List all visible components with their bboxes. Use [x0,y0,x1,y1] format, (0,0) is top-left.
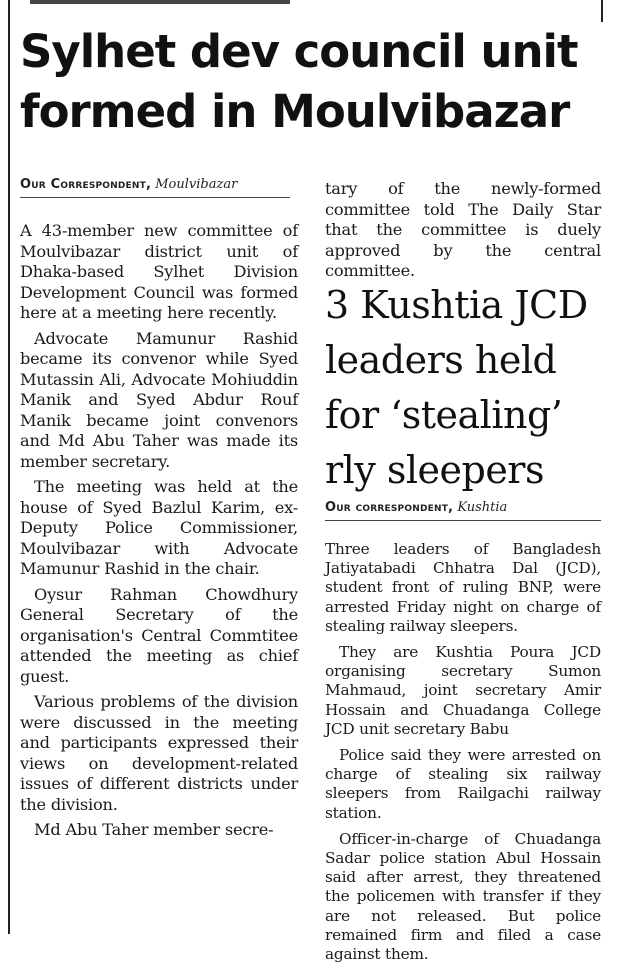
story1-column-1 [20,221,298,841]
story1-column-2 [325,179,601,282]
story2-column [325,540,601,964]
story2-paragraph: Three leaders of Bangladesh Jatiyatabadi Chhatra Dal (JCD), student front of ruling BNP, were arrested Friday night on charge of stealing railway sleepers. [325,540,601,635]
story2-paragraph: Police said they were arrested on charge of stealing six railway sleepers from Railgachi railway station. [325,746,601,822]
story1-paragraph: Advocate Mamunur Rashid became its convenor while Syed Mutassin Ali, Advocate Mohiuddin Manik and Syed Abdur Rouf Manik became joint convenors and Md Abu Taher was made its member secretary. [20,328,298,471]
story2-byline-place: Kushtia [457,500,508,515]
story1-byline-name: Our Correspondent, [20,177,152,192]
column-rule-right [601,0,603,22]
story1-paragraph: A 43-member new committee of Moulvibazar district unit of Dhaka-based Sylhet Division Development Council was formed here at a meeting here recently. [20,221,298,322]
story2-paragraph: They are Kushtia Poura JCD organising secretary Sumon Mahmaud, joint secretary Amir Hossain and Chuadanga College JCD unit secretary Babu [325,643,601,738]
story1-byline [20,177,290,198]
top-rule [30,0,290,4]
story1-paragraph-continued: Md Abu Taher member secre- [34,820,274,839]
story1-paragraph: Oysur Rahman Chowdhury General Secretary of the organisation's Central Commtitee attended the meeting as chief guest. [20,584,298,686]
story1-paragraph-continuation: tary of the newly-formed committee told The Daily Star that the committee is duely approved by the central committee. [325,179,601,280]
column-rule-left [8,0,10,934]
story1-byline-place: Moulvibazar [155,177,238,192]
story2-headline: 3 Kushtia JCD leaders held for ‘stealing’ rly sleepers [325,283,588,492]
story2-paragraph: Officer-in-charge of Chuadanga Sadar police station Abul Hossain said after arrest, they threatened the policemen with transfer if they are not released. But police remained firm and filed a case against them. [325,829,601,964]
story2-byline [325,500,601,521]
story1-paragraph: Various problems of the division were discussed in the meeting and participants expressed their views on development-related issues of different districts under the division. [20,692,298,814]
story2-byline-name: Our correspondent, [325,500,454,515]
story1-paragraph: The meeting was held at the house of Syed Bazlul Karim, ex-Deputy Police Commissioner, Moulvibazar with Advocate Mamunur Rashid in the chair. [20,477,298,578]
story1-headline: Sylhet dev council unit formed in Moulvibazar [20,25,578,138]
